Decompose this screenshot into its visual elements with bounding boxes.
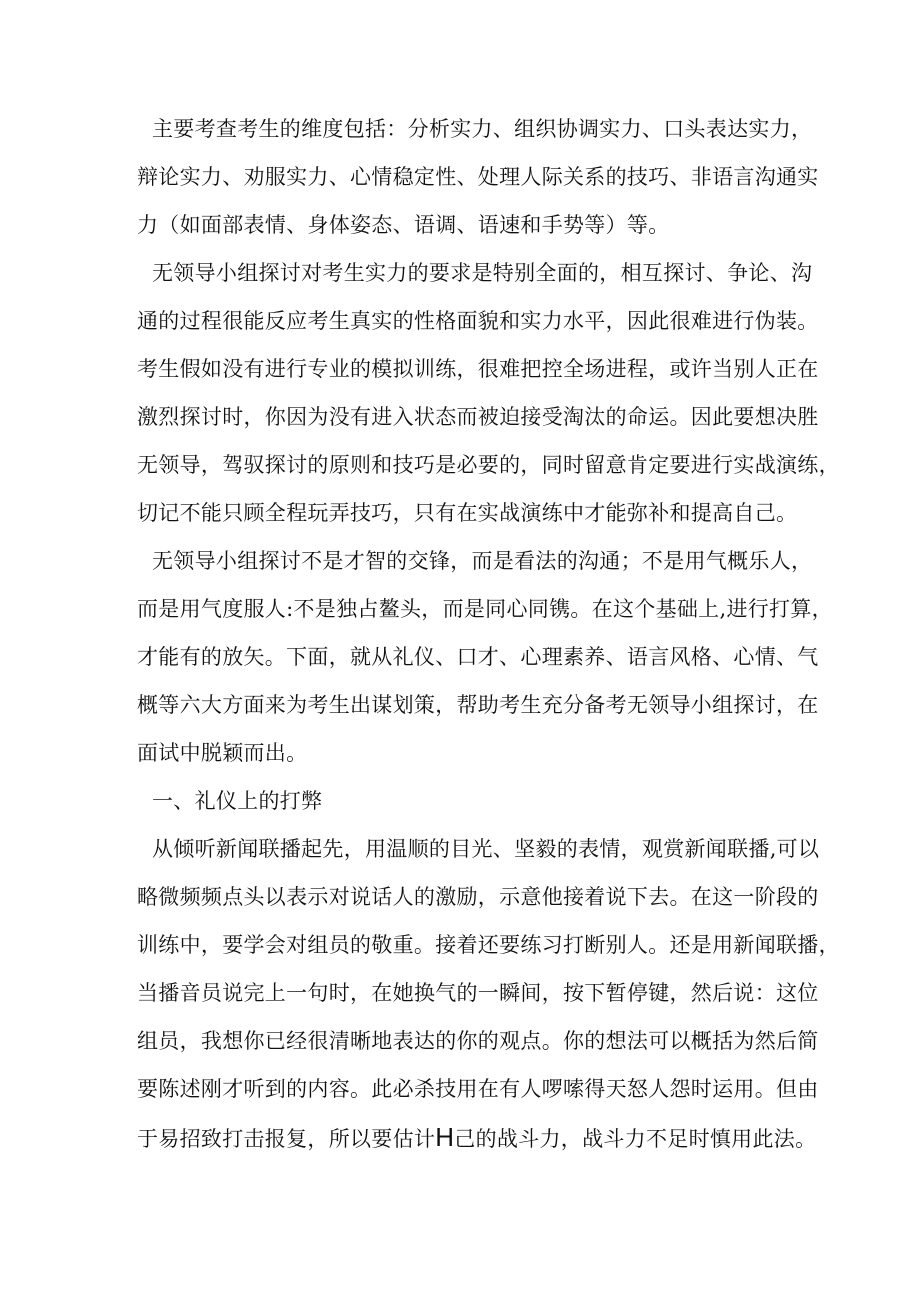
paragraph-line: 当播音员说完上一句时，在她换气的一瞬间，按下暂停键，然后说：这位 [137,981,819,1005]
paragraph-line-last [137,1123,816,1153]
paragraph-line: 考生假如没有进行专业的模拟训练，很难把控全场进程，或许当别人正在 [137,357,819,381]
paragraph-line: 训练中，要学会对组员的敬重。接着还要练习打断别人。还是用新闻联播， [137,933,840,957]
paragraph-line: 力（如面部表情、身体姿态、语调、语速和手势等）等。 [137,213,670,237]
paragraph-line: 通的过程很能反应考生真实的性格面貌和实力水平，因此很难进行伪装。 [137,309,819,333]
paragraph-line: 概等六大方面来为考生出谋划策，帮助考生充分备考无领导小组探讨，在 [137,693,819,717]
last-line-before: 于易招致打击报复，所以要估计 [137,1127,436,1151]
paragraph-line: 无领导，驾驭探讨的原则和技巧是必要的，同时留意肯定要进行实战演练， [137,453,840,477]
last-line-after: 己的战斗力，战斗力不足时慎用此法。 [454,1127,817,1151]
paragraph-line: 辩论实力、劝服实力、心情稳定性、处理人际关系的技巧、非语言沟通实 [137,165,819,189]
paragraph-line: 从倾听新闻联播起先，用温顺的目光、坚毅的表情，观赏新闻联播,可以 [152,837,820,861]
paragraph-line: 要陈述刚才听到的内容。此必杀技用在有人啰嗦得天怒人怨时运用。但由 [137,1077,819,1101]
paragraph-line: 组员，我想你已经很清晰地表达的你的观点。你的想法可以概括为然后简 [137,1029,819,1053]
paragraph-line: 主要考查考生的维度包括：分析实力、组织协调实力、口头表达实力， [152,117,813,141]
paragraph-line: 面试中脱颖而出。 [137,741,308,765]
last-line-glyph: H [435,1122,455,1152]
paragraph-line: 略微频频点头以表示对说话人的激励，示意他接着说下去。在这一阶段的 [137,885,819,909]
paragraph-line: 无领导小组探讨对考生实力的要求是特别全面的，相互探讨、争论、沟 [152,261,813,285]
paragraph-line: 无领导小组探讨不是才智的交锋，而是看法的沟通；不是用气概乐人， [152,549,813,573]
paragraph-line: 切记不能只顾全程玩弄技巧，只有在实战演练中才能弥补和提高自己。 [137,501,798,525]
paragraph-line: 激烈探讨时，你因为没有进入状态而被迫接受淘汰的命运。因此要想决胜 [137,405,819,429]
section-heading: 一、礼仪上的打弊 [152,789,323,813]
paragraph-line: 而是用气度服人:不是独占鳌头，而是同心同镌。在这个基础上,进行打算， [137,597,833,621]
paragraph-line: 才能有的放矢。下面，就从礼仪、口才、心理素养、语言风格、心情、气 [137,645,819,669]
